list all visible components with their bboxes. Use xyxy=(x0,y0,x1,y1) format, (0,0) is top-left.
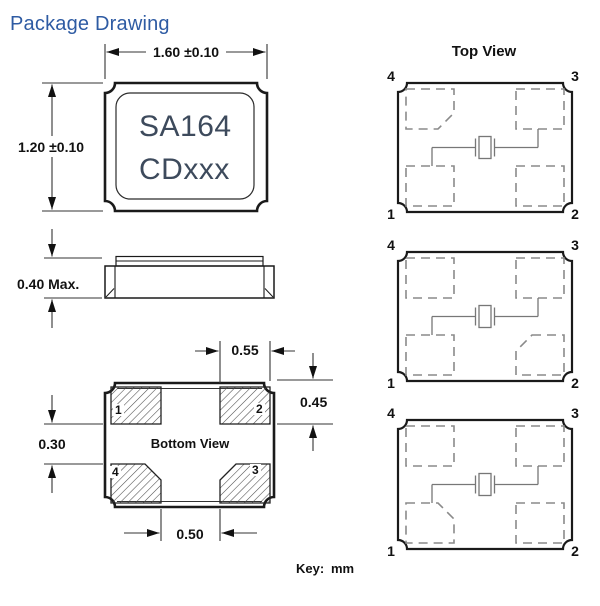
dim-body-height: 1.20 ±0.10 xyxy=(15,139,87,155)
pad-1-dashed-chamfer xyxy=(406,503,454,543)
top-view-diagram-1 xyxy=(398,83,572,212)
dim-thickness: 0.40 Max. xyxy=(17,276,80,292)
tv1-corner-tr: 3 xyxy=(571,68,579,84)
tv3-corner-tr: 3 xyxy=(571,405,579,421)
bottom-pad-3-number: 3 xyxy=(252,463,259,477)
top-view-diagram-2 xyxy=(398,252,572,381)
dim-pad-width: 0.55 xyxy=(231,342,259,358)
page-title: Package Drawing xyxy=(10,13,170,35)
bottom-pad-1-number: 1 xyxy=(115,403,122,417)
bottom-pad-4-number: 4 xyxy=(112,465,119,479)
tv1-corner-br: 2 xyxy=(571,206,579,222)
package-outline-top-view xyxy=(105,83,267,211)
tv2-corner-tl: 4 xyxy=(387,237,395,253)
package-marking-line2: CDxxx xyxy=(139,153,230,186)
bottom-view-label: Bottom View xyxy=(150,436,230,451)
pad-3-shape xyxy=(220,464,270,503)
crystal-symbol xyxy=(432,129,538,166)
key-label: Key: xyxy=(296,561,325,576)
pad-4-dashed-chamfer xyxy=(406,89,454,129)
tv2-corner-br: 2 xyxy=(571,375,579,391)
tv3-corner-br: 2 xyxy=(571,543,579,559)
tv1-corner-tl: 4 xyxy=(387,68,395,84)
package-marking-line1: SA164 xyxy=(139,110,232,143)
dim-body-width: 1.60 ±0.10 xyxy=(150,44,222,60)
tv2-corner-bl: 1 xyxy=(387,375,395,391)
package-side-view xyxy=(105,257,274,299)
crystal-symbol xyxy=(432,298,538,335)
pad-2-dashed-chamfer xyxy=(516,335,564,375)
crystal-symbol xyxy=(432,466,538,503)
tv1-corner-bl: 1 xyxy=(387,206,395,222)
key-unit: mm xyxy=(331,561,355,576)
dim-pad-row-gap: 0.30 xyxy=(38,436,66,452)
bottom-pad-2-number: 2 xyxy=(256,402,263,416)
tv3-corner-bl: 1 xyxy=(387,543,395,559)
top-view-diagram-3 xyxy=(398,420,572,549)
tv3-corner-tl: 4 xyxy=(387,405,395,421)
top-view-label: Top View xyxy=(451,43,517,60)
tv2-corner-tr: 3 xyxy=(571,237,579,253)
dim-pad-height: 0.45 xyxy=(300,394,328,410)
dim-pad-column-gap: 0.50 xyxy=(176,526,204,542)
